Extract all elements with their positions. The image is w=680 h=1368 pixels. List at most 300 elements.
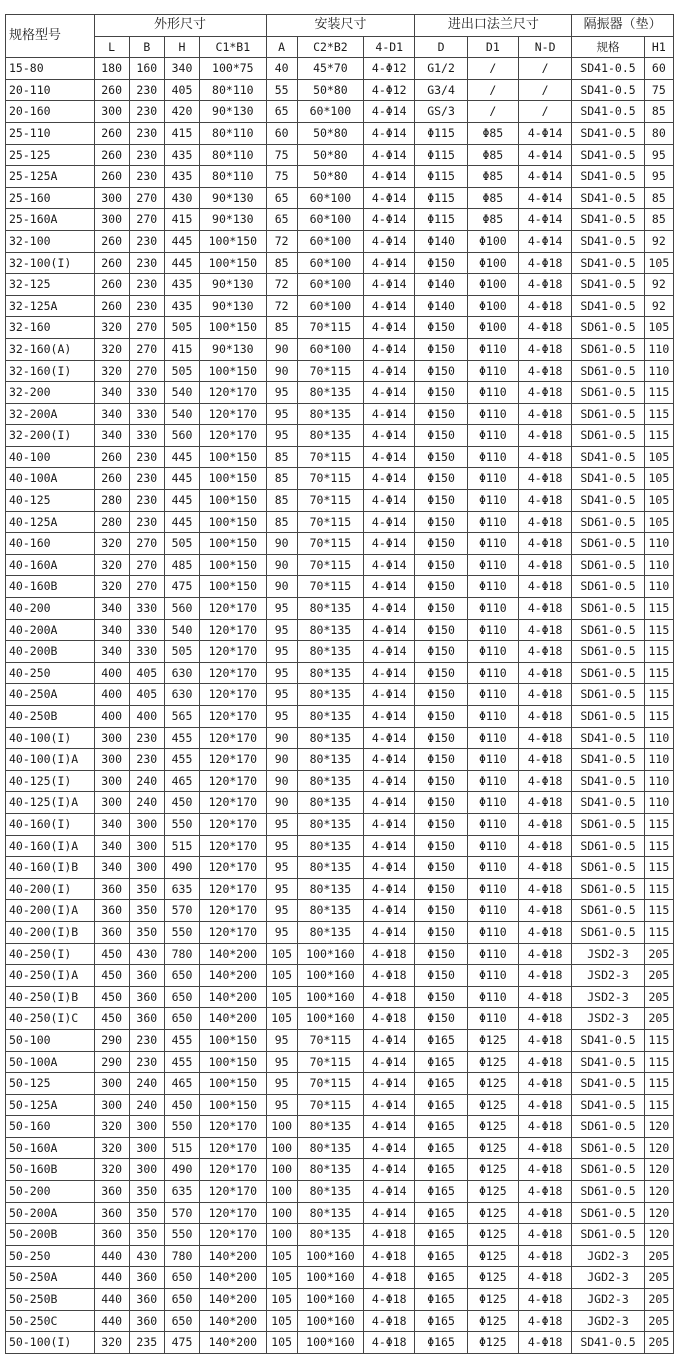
table-cell: 95 [266,641,297,663]
table-cell: Φ110 [467,813,518,835]
table-row [6,986,674,1008]
table-cell: 4-Φ14 [364,403,415,425]
header-col: C1*B1 [200,36,266,58]
table-cell: 300 [129,857,164,879]
table-cell: 300 [129,1159,164,1181]
table-cell: 75 [644,79,673,101]
table-cell: 120*170 [200,662,266,684]
table-cell: 450 [94,943,129,965]
table-cell: 45*70 [297,58,363,80]
table-cell: 140*200 [200,965,266,987]
table-cell: 650 [164,1267,199,1289]
model-cell: 40-200B [6,641,95,663]
table-cell: 340 [94,857,129,879]
table-cell: 140*200 [200,1267,266,1289]
model-cell: 40-125(I)A [6,792,95,814]
table-cell: JSD2-3 [572,986,644,1008]
table-cell: 205 [644,943,673,965]
table-cell: 205 [644,1310,673,1332]
table-row [6,1202,674,1224]
table-cell: 4-Φ18 [518,511,571,533]
table-cell: 300 [129,1137,164,1159]
table-cell: 4-Φ18 [518,1224,571,1246]
table-cell: 60*100 [297,252,363,274]
table-row [6,252,674,274]
table-cell: 320 [94,317,129,339]
table-cell: 260 [94,295,129,317]
table-cell: 450 [94,1008,129,1030]
table-cell: 4-Φ14 [364,338,415,360]
table-row [6,338,674,360]
table-cell: 560 [164,425,199,447]
model-cell: 32-200(I) [6,425,95,447]
table-cell: 4-Φ14 [364,209,415,231]
table-cell: 70*115 [297,1094,363,1116]
table-cell: SD61-0.5 [572,706,644,728]
table-cell: 465 [164,770,199,792]
table-cell: SD61-0.5 [572,835,644,857]
table-cell: Φ165 [415,1137,467,1159]
table-cell: 92 [644,295,673,317]
table-row [6,209,674,231]
table-cell: SD41-0.5 [572,490,644,512]
table-cell: 115 [644,403,673,425]
table-cell: SD41-0.5 [572,230,644,252]
table-cell: 80*135 [297,835,363,857]
table-cell: 4-Φ14 [364,533,415,555]
table-cell: 100 [266,1224,297,1246]
table-cell: 100*160 [297,965,363,987]
table-cell: 100*150 [200,468,266,490]
table-cell: 540 [164,403,199,425]
table-row [6,101,674,123]
table-row [6,360,674,382]
table-cell: / [467,79,518,101]
table-cell: Φ150 [415,900,467,922]
table-cell: Φ110 [467,533,518,555]
table-cell: 4-Φ18 [364,1267,415,1289]
table-cell: Φ150 [415,986,467,1008]
table-cell: 230 [129,727,164,749]
table-cell: 4-Φ12 [364,79,415,101]
table-cell: 340 [94,403,129,425]
table-row [6,1332,674,1354]
table-cell: 205 [644,1289,673,1311]
table-cell: Φ150 [415,943,467,965]
table-body [6,58,674,1354]
table-cell: 110 [644,338,673,360]
table-cell: 4-Φ14 [364,122,415,144]
table-cell: 4-Φ14 [364,252,415,274]
table-cell: 650 [164,1310,199,1332]
table-cell: 85 [644,187,673,209]
table-cell: 95 [266,921,297,943]
table-cell: Φ125 [467,1181,518,1203]
table-cell: 4-Φ14 [518,187,571,209]
model-cell: 50-100 [6,1029,95,1051]
table-cell: SD41-0.5 [572,468,644,490]
table-cell: 85 [266,511,297,533]
table-cell: SD61-0.5 [572,338,644,360]
table-cell: 4-Φ18 [518,1073,571,1095]
table-row [6,878,674,900]
table-cell: Φ110 [467,921,518,943]
table-cell: 4-Φ18 [518,943,571,965]
table-cell: 435 [164,144,199,166]
table-cell: 70*115 [297,468,363,490]
table-cell: Φ85 [467,122,518,144]
table-cell: Φ165 [415,1332,467,1354]
table-cell: 50*80 [297,122,363,144]
table-cell: 230 [129,511,164,533]
table-cell: 115 [644,1029,673,1051]
table-cell: Φ165 [415,1289,467,1311]
table-cell: 95 [644,166,673,188]
model-cell: 50-200A [6,1202,95,1224]
table-cell: 140*200 [200,1289,266,1311]
table-cell: 72 [266,274,297,296]
table-cell: 140*200 [200,1245,266,1267]
table-cell: 4-Φ14 [364,446,415,468]
table-row [6,144,674,166]
table-row [6,727,674,749]
table-cell: 4-Φ14 [518,144,571,166]
table-cell: 475 [164,1332,199,1354]
table-cell: 100*160 [297,1310,363,1332]
table-cell: 4-Φ18 [518,360,571,382]
table-cell: SD61-0.5 [572,403,644,425]
table-cell: JGD2-3 [572,1245,644,1267]
table-cell: 4-Φ14 [364,749,415,771]
table-cell: Φ165 [415,1310,467,1332]
table-cell: 240 [129,792,164,814]
table-cell: 450 [94,986,129,1008]
table-cell: 560 [164,598,199,620]
table-cell: 60 [644,58,673,80]
table-row [6,317,674,339]
table-cell: 40 [266,58,297,80]
table-cell: Φ150 [415,727,467,749]
table-cell: Φ150 [415,965,467,987]
table-row [6,1094,674,1116]
table-cell: 100*150 [200,490,266,512]
table-cell: 105 [266,1289,297,1311]
table-cell: Φ125 [467,1029,518,1051]
table-cell: Φ125 [467,1094,518,1116]
table-cell: 120 [644,1116,673,1138]
table-cell: SD41-0.5 [572,187,644,209]
table-cell: 270 [129,360,164,382]
table-cell: 70*115 [297,1073,363,1095]
table-row [6,576,674,598]
table-cell: 440 [94,1267,129,1289]
table-cell: Φ125 [467,1116,518,1138]
table-cell: 4-Φ18 [518,1332,571,1354]
table-cell: 4-Φ14 [364,382,415,404]
table-cell: 4-Φ18 [518,1159,571,1181]
table-cell: 115 [644,641,673,663]
table-cell: 340 [94,425,129,447]
table-cell: 115 [644,598,673,620]
table-cell: 90 [266,576,297,598]
table-cell: 80*135 [297,619,363,641]
table-cell: 4-Φ14 [364,1051,415,1073]
table-cell: SD41-0.5 [572,58,644,80]
table-cell: 120*170 [200,706,266,728]
table-cell: 300 [94,1073,129,1095]
model-cell: 40-125 [6,490,95,512]
table-cell: 120*170 [200,1202,266,1224]
table-cell: 95 [266,425,297,447]
table-cell: 120*170 [200,835,266,857]
table-cell: 270 [129,187,164,209]
table-cell: 95 [266,403,297,425]
table-row [6,79,674,101]
table-cell: 95 [266,1073,297,1095]
table-cell: 105 [644,252,673,274]
table-cell: 50*80 [297,166,363,188]
table-cell: 360 [129,1008,164,1030]
table-cell: 240 [129,770,164,792]
table-row [6,619,674,641]
table-cell: Φ125 [467,1310,518,1332]
table-cell: 435 [164,295,199,317]
table-cell: 320 [94,1159,129,1181]
table-cell: 430 [164,187,199,209]
model-cell: 40-250B [6,706,95,728]
table-cell: 320 [94,1332,129,1354]
table-cell: 100*150 [200,1029,266,1051]
table-cell: Φ110 [467,403,518,425]
table-cell: 80*135 [297,1137,363,1159]
model-cell: 50-100(I) [6,1332,95,1354]
table-row [6,965,674,987]
table-cell: 60*100 [297,209,363,231]
table-cell: 4-Φ18 [518,792,571,814]
table-cell: SD61-0.5 [572,857,644,879]
table-cell: 4-Φ14 [364,166,415,188]
model-cell: 40-100(I)A [6,749,95,771]
table-cell: Φ165 [415,1181,467,1203]
table-cell: 430 [129,1245,164,1267]
table-cell: 400 [94,706,129,728]
table-row [6,1289,674,1311]
table-cell: Φ150 [415,706,467,728]
table-row [6,598,674,620]
table-cell: Φ150 [415,770,467,792]
table-cell: Φ110 [467,382,518,404]
table-cell: 100*160 [297,943,363,965]
table-cell: 4-Φ14 [364,662,415,684]
model-cell: 40-250(I)A [6,965,95,987]
table-cell: 72 [266,230,297,252]
table-cell: 72 [266,295,297,317]
table-cell: 290 [94,1029,129,1051]
table-cell: 4-Φ14 [364,921,415,943]
table-cell: Φ110 [467,554,518,576]
table-cell: 340 [94,382,129,404]
table-cell: 330 [129,382,164,404]
table-cell: 65 [266,209,297,231]
table-cell: 280 [94,511,129,533]
table-cell: 440 [94,1245,129,1267]
table-cell: 120*170 [200,598,266,620]
table-cell: 85 [266,490,297,512]
table-cell: Φ115 [415,166,467,188]
table-cell: 105 [644,468,673,490]
table-cell: 80*135 [297,813,363,835]
table-cell: Φ110 [467,684,518,706]
table-cell: SD61-0.5 [572,360,644,382]
table-cell: 80*135 [297,598,363,620]
table-cell: 90 [266,533,297,555]
table-cell: JSD2-3 [572,943,644,965]
table-cell: 95 [644,144,673,166]
table-cell: SD61-0.5 [572,1224,644,1246]
table-cell: 90*130 [200,338,266,360]
table-cell: 415 [164,338,199,360]
table-cell: / [518,79,571,101]
table-row [6,1159,674,1181]
table-row [6,533,674,555]
table-row [6,58,674,80]
table-cell: Φ150 [415,511,467,533]
model-cell: 40-125A [6,511,95,533]
table-cell: Φ110 [467,490,518,512]
table-row [6,749,674,771]
table-cell: 4-Φ18 [518,1137,571,1159]
model-cell: 25-160 [6,187,95,209]
table-cell: 115 [644,662,673,684]
table-cell: 120*170 [200,1116,266,1138]
table-cell: 80*135 [297,857,363,879]
table-cell: 115 [644,813,673,835]
table-cell: 105 [644,490,673,512]
table-cell: 140*200 [200,943,266,965]
table-cell: 90 [266,770,297,792]
table-cell: 490 [164,1159,199,1181]
table-cell: Φ125 [467,1202,518,1224]
table-cell: 360 [94,1181,129,1203]
model-cell: 40-200(I)A [6,900,95,922]
header-col: D1 [467,36,518,58]
table-cell: 115 [644,1073,673,1095]
table-cell: 60*100 [297,101,363,123]
table-cell: 80*135 [297,921,363,943]
table-cell: Φ150 [415,813,467,835]
table-cell: Φ110 [467,986,518,1008]
table-cell: 4-Φ14 [364,1029,415,1051]
header-group-flange: 进出口法兰尺寸 [415,15,572,37]
table-cell: 450 [94,965,129,987]
model-cell: 50-100A [6,1051,95,1073]
table-cell: 65 [266,187,297,209]
table-cell: 330 [129,598,164,620]
table-cell: 540 [164,382,199,404]
table-cell: 330 [129,403,164,425]
table-cell: 4-Φ14 [364,101,415,123]
table-row [6,1073,674,1095]
table-cell: 4-Φ18 [364,1310,415,1332]
table-cell: 230 [129,490,164,512]
table-cell: 120*170 [200,749,266,771]
table-cell: 4-Φ18 [364,965,415,987]
table-cell: 235 [129,1332,164,1354]
table-cell: 4-Φ18 [518,813,571,835]
table-cell: SD41-0.5 [572,122,644,144]
table-cell: Φ165 [415,1245,467,1267]
table-cell: 95 [266,598,297,620]
table-cell: 260 [94,274,129,296]
model-cell: 40-250(I)B [6,986,95,1008]
table-cell: 100*150 [200,1051,266,1073]
table-cell: 4-Φ18 [518,490,571,512]
table-cell: 450 [164,1094,199,1116]
table-cell: 115 [644,1051,673,1073]
table-cell: 4-Φ14 [518,230,571,252]
table-cell: 405 [129,684,164,706]
table-cell: 4-Φ14 [364,576,415,598]
table-cell: 120 [644,1159,673,1181]
table-cell: 120*170 [200,727,266,749]
table-cell: 4-Φ18 [518,857,571,879]
table-cell: 100*160 [297,1267,363,1289]
table-cell: 230 [129,295,164,317]
table-cell: SD61-0.5 [572,576,644,598]
table-cell: 105 [266,1008,297,1030]
table-cell: 4-Φ14 [364,598,415,620]
table-cell: 300 [94,749,129,771]
table-cell: 650 [164,986,199,1008]
table-cell: 120 [644,1137,673,1159]
table-cell: JSD2-3 [572,965,644,987]
table-cell: 50*80 [297,79,363,101]
table-cell: 205 [644,1267,673,1289]
table-cell: SD61-0.5 [572,619,644,641]
table-cell: 100 [266,1137,297,1159]
table-cell: Φ140 [415,230,467,252]
table-cell: 420 [164,101,199,123]
table-cell: 80*135 [297,1202,363,1224]
table-cell: 95 [266,662,297,684]
table-cell: Φ150 [415,338,467,360]
table-cell: 230 [129,144,164,166]
table-cell: 4-Φ18 [518,662,571,684]
table-cell: 230 [129,1029,164,1051]
table-cell: 550 [164,1116,199,1138]
table-row [6,857,674,879]
table-cell: Φ115 [415,144,467,166]
table-cell: 115 [644,835,673,857]
table-cell: 80*110 [200,122,266,144]
table-cell: 4-Φ18 [518,706,571,728]
table-cell: 330 [129,641,164,663]
table-cell: Φ165 [415,1202,467,1224]
model-cell: 50-250 [6,1245,95,1267]
table-cell: 85 [266,317,297,339]
table-cell: 4-Φ14 [364,706,415,728]
header-column-row [6,36,674,58]
model-cell: 40-200(I)B [6,921,95,943]
table-cell: Φ100 [467,252,518,274]
table-cell: 240 [129,1094,164,1116]
table-cell: 230 [129,468,164,490]
table-row [6,554,674,576]
table-cell: 95 [266,813,297,835]
table-cell: 120*170 [200,403,266,425]
table-cell: 340 [94,641,129,663]
table-cell: 445 [164,490,199,512]
